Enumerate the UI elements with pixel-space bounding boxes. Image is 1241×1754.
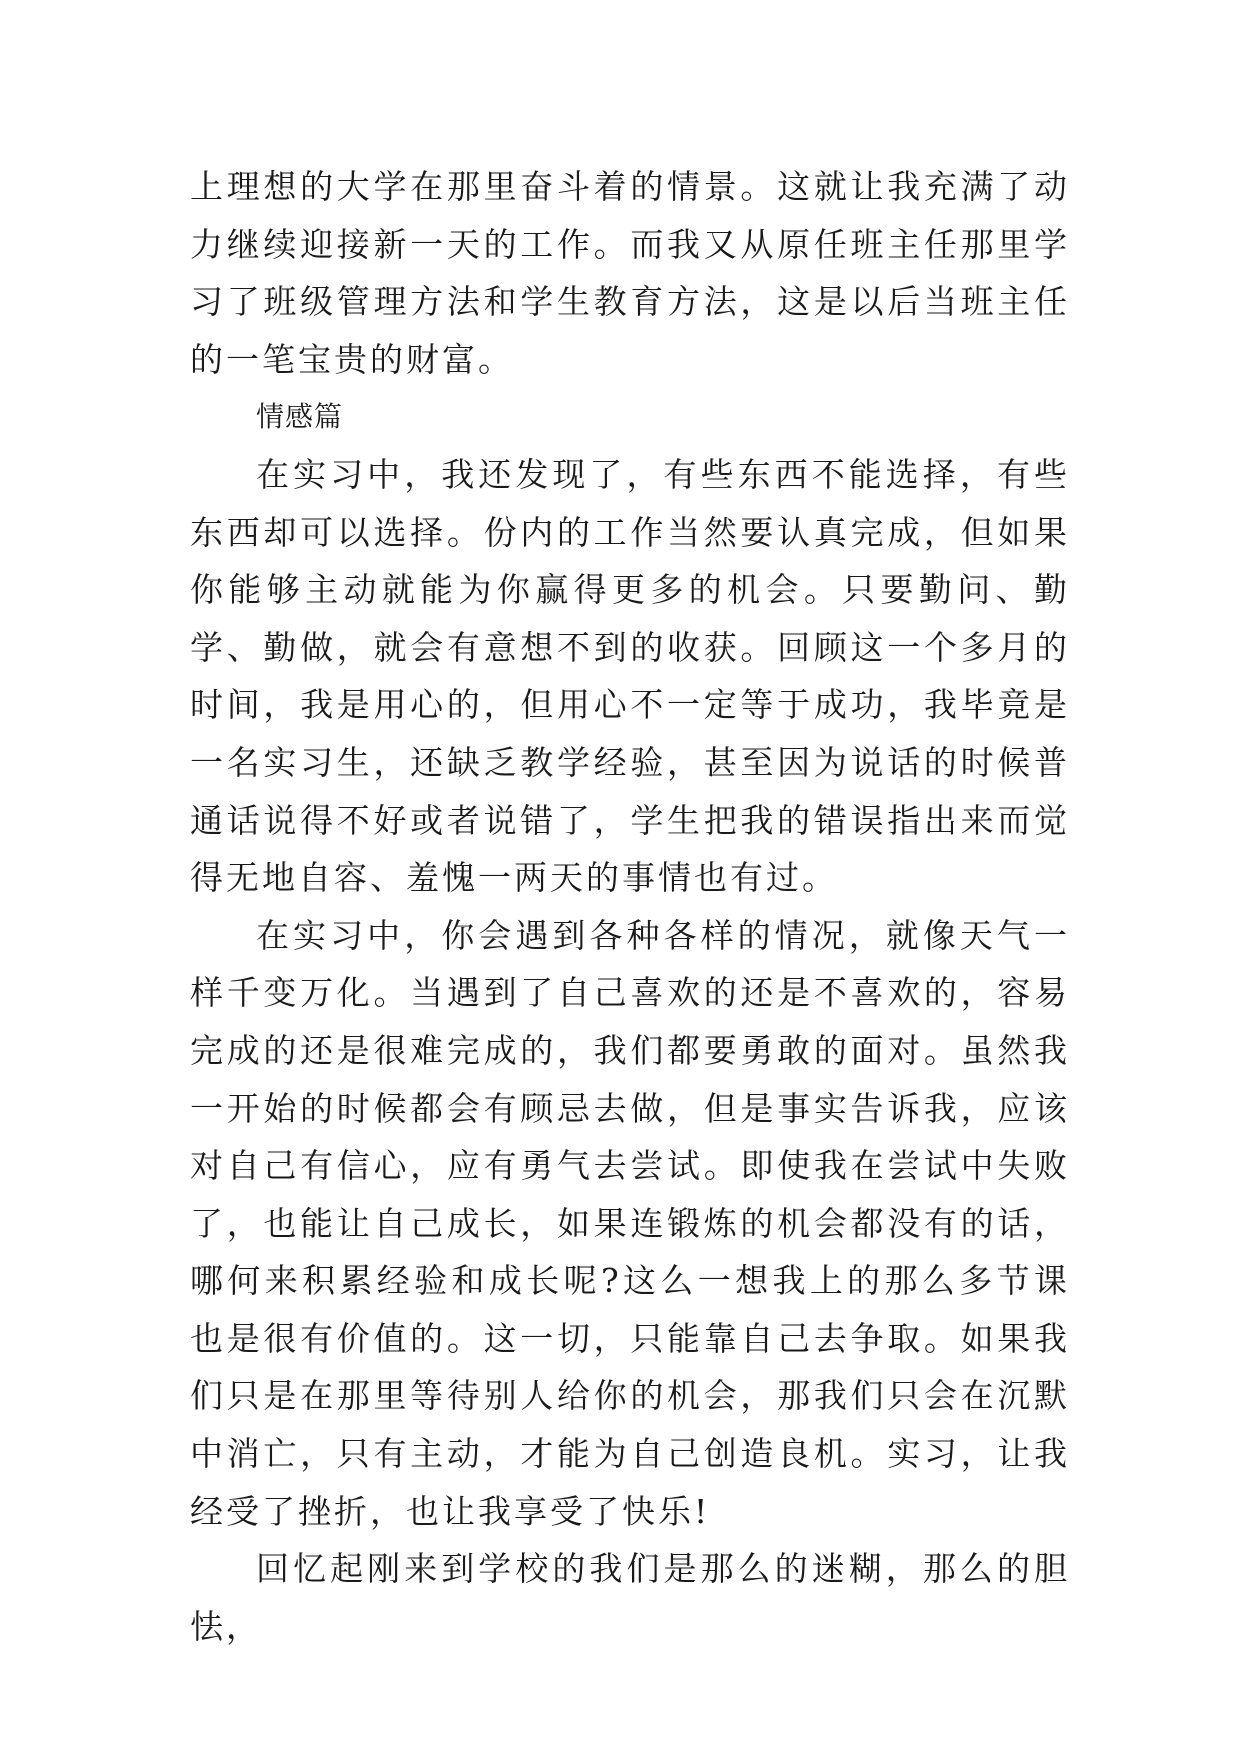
- paragraph-continuation: 上理想的大学在那里奋斗着的情景。这就让我充满了动力继续迎接新一天的工作。而我又从原任班主任那里学习了班级管理方法和学生教育方法，这是以后当班主任的一笔宝贵的财富。: [190, 167, 1070, 379]
- paragraph: 在实习中，你会遇到各种各样的情况，就像天气一样千变万化。当遇到了自己喜欢的还是不喜欢的，容易完成的还是很难完成的，我们都要勇敢的面对。虽然我一开始的时候都会有顾忌去做，但是事实告诉我，应该对自己有信心，应有勇气去尝试。即使我在尝试中失败了，也能让自己成长，如果连锻炼的机会都没有的话，哪何来积累经验和成长呢?这么一想我上的那么多节课也是很有价值的。这一切，只能靠自己去争取。如果我们只是在那里等待别人给你的机会，那我们只会在沉默中消亡，只有主动，才能为自己创造良机。实习，让我经受了挫折，也让我享受了快乐!: [190, 915, 1070, 1531]
- section-heading: 情感篇: [256, 400, 344, 434]
- paragraph: 回忆起刚来到学校的我们是那么的迷糊，那么的胆怯，: [190, 1549, 1070, 1646]
- document-body: [190, 158, 1070, 1655]
- paragraph: 在实习中，我还发现了，有些东西不能选择，有些东西却可以选择。份内的工作当然要认真完成，但如果你能够主动就能为你赢得更多的机会。只要勤问、勤学、勤做，就会有意想不到的收获。回顾这一个多月的时间，我是用心的，但用心不一定等于成功，我毕竟是一名实习生，还缺乏教学经验，甚至因为说话的时候普通话说得不好或者说错了，学生把我的错误指出来而觉得无地自容、羞愧一两天的事情也有过。: [190, 454, 1070, 898]
